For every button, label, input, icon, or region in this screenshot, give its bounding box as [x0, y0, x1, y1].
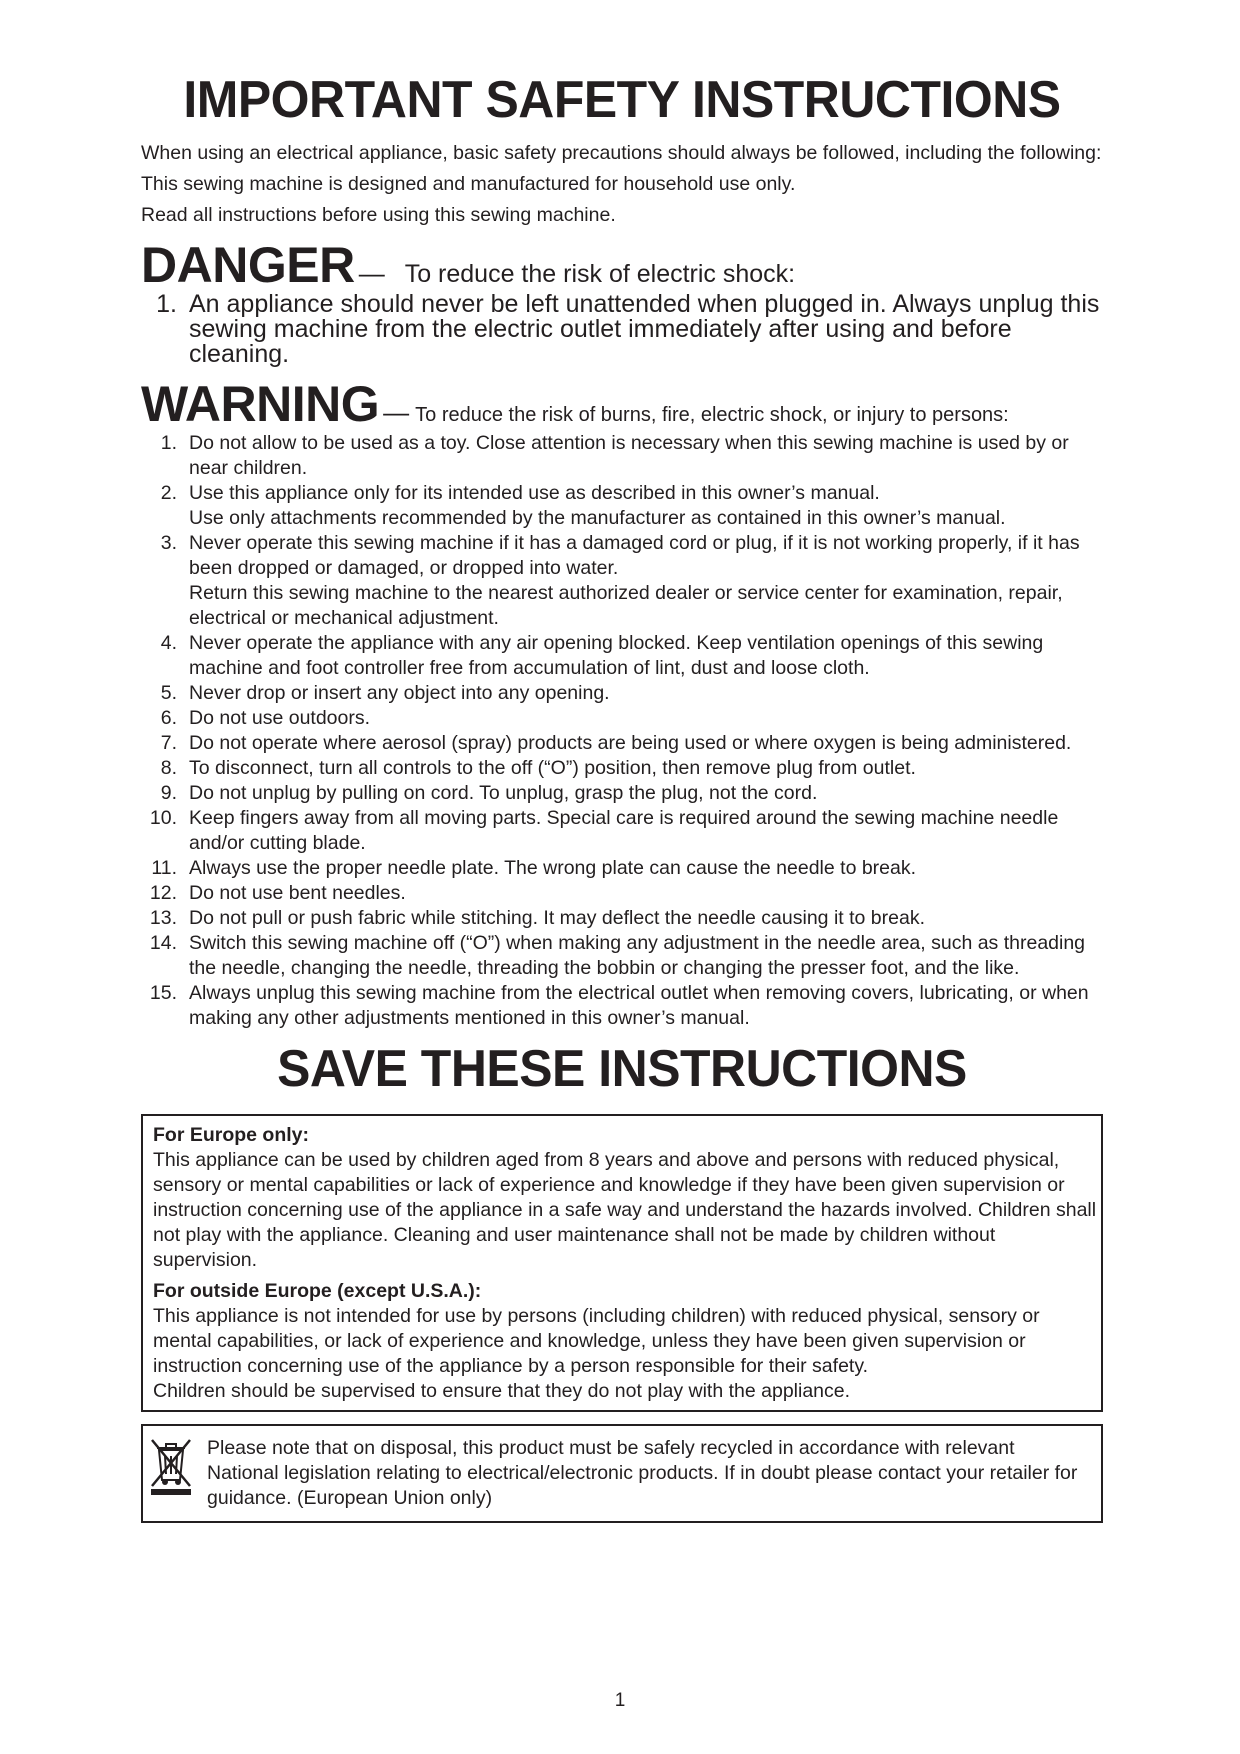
item-text [189, 981, 1103, 1031]
item-text [189, 481, 1006, 531]
warning-heading: WARNING [141, 376, 380, 433]
list-item [141, 806, 1103, 856]
list-item [141, 856, 1103, 881]
outside-europe-text: Children should be supervised to ensure that they do not play with the appliance. [153, 1380, 851, 1403]
item-number: 1. [160, 432, 177, 455]
item-number: 13. [149, 907, 177, 930]
list-item [141, 931, 1103, 981]
list-item [141, 292, 1103, 367]
item-text [189, 531, 1103, 631]
intro-paragraph: This sewing machine is designed and manufactured for household use only. [141, 173, 796, 196]
list-item [141, 731, 1103, 756]
item-line: Never drop or insert any object into any opening. [189, 682, 610, 705]
item-text [189, 781, 817, 806]
list-item [141, 706, 1103, 731]
list-item [141, 681, 1103, 706]
list-item [141, 631, 1103, 681]
list-item [141, 981, 1103, 1031]
list-item [141, 906, 1103, 931]
intro-paragraph: When using an electrical appliance, basic safety precautions should always be followed, including the following: [141, 142, 1102, 165]
item-line: Return this sewing machine to the nearest authorized dealer or service center for examination, repair, electrical or mechanical adjustment. [189, 582, 1063, 630]
item-number: 15. [149, 982, 177, 1005]
intro-paragraph: Read all instructions before using this sewing machine. [141, 204, 616, 227]
outside-europe-heading: For outside Europe (except U.S.A.): [153, 1280, 482, 1303]
intro [141, 141, 1103, 228]
item-line: Always use the proper needle plate. The wrong plate can cause the needle to break. [189, 857, 917, 880]
item-text [189, 431, 1103, 481]
europe-notice-box [141, 1114, 1103, 1412]
page [141, 72, 1103, 1523]
warning-dash: — [383, 397, 410, 428]
europe-text: This appliance can be used by children aged from 8 years and above and persons with reduced physical, sensory or mental capabilities or lack of experience and knowledge if they have been given supervision or instruction concerning use of the appliance in a safe way and understand the hazards involved. Children shall not play with the appliance. Cleaning and user maintenance shall not be made by children without supervision. [153, 1149, 1097, 1272]
danger-heading-row [141, 237, 1103, 294]
item-text [189, 631, 1103, 681]
item-line: Keep fingers away from all moving parts. Special care is required around the sewing machine needle and/or cutting blade. [189, 807, 1059, 855]
item-line: Do not pull or push fabric while stitching. It may deflect the needle causing it to break. [189, 907, 925, 930]
danger-heading: DANGER [141, 237, 355, 294]
item-line: Do not operate where aerosol (spray) products are being used or where oxygen is being administered. [189, 732, 1072, 755]
list-item [141, 481, 1103, 531]
item-line: Do not unplug by pulling on cord. To unplug, grasp the plug, not the cord. [189, 782, 818, 805]
danger-dash: — [358, 258, 385, 289]
item-text [189, 731, 1071, 756]
item-text [189, 906, 925, 931]
disposal-notice-box [141, 1424, 1103, 1523]
item-line: Use this appliance only for its intended use as described in this owner’s manual. [189, 482, 880, 505]
item-number: 12. [149, 882, 177, 905]
item-line: Use only attachments recommended by the manufacturer as contained in this owner’s manual. [189, 507, 1006, 530]
item-line: Do not use bent needles. [189, 882, 406, 905]
item-number: 14. [149, 932, 177, 955]
item-number: 5. [160, 682, 177, 705]
item-text: An appliance should never be left unattended when plugged in. Always unplug this sewing machine from the electric outlet immediately after using and before cleaning. [189, 290, 1100, 369]
item-number: 7. [160, 732, 177, 755]
item-number: 10. [149, 807, 177, 830]
item-text [189, 681, 610, 706]
list-item [141, 431, 1103, 481]
item-number: 9. [160, 782, 177, 805]
list-item [141, 756, 1103, 781]
item-number: 1. [156, 290, 177, 319]
item-text [189, 756, 916, 781]
item-text [189, 706, 370, 731]
list-item [141, 531, 1103, 631]
item-text [189, 856, 916, 881]
item-text [189, 931, 1103, 981]
item-number: 8. [160, 757, 177, 780]
item-line: Always unplug this sewing machine from the electrical outlet when removing covers, lubricating, or when making any other adjustments mentioned in this owner’s manual. [189, 982, 1089, 1030]
danger-list [141, 292, 1103, 367]
item-number: 3. [160, 532, 177, 555]
item-text [189, 806, 1103, 856]
disposal-text: Please note that on disposal, this product must be safely recycled in accordance with relevant National legislation relating to electrical/electronic products. If in doubt please contact your retailer for guidance. (European Union only) [207, 1437, 1078, 1510]
item-number: 11. [151, 857, 177, 880]
item-number: 4. [160, 632, 177, 655]
list-item [141, 781, 1103, 806]
warning-heading-row [141, 376, 1103, 433]
item-line: To disconnect, turn all controls to the off (“O”) position, then remove plug from outlet. [189, 757, 916, 780]
outside-europe-text: This appliance is not intended for use by persons (including children) with reduced physical, sensory or mental capabilities, or lack of experience and knowledge, unless they have been given supervision or instruction concerning use of the appliance by a person responsible for their safety. [153, 1305, 1040, 1378]
warning-note: To reduce the risk of burns, fire, electric shock, or injury to persons: [415, 404, 1009, 427]
item-text [189, 881, 406, 906]
item-line: Never operate this sewing machine if it has a damaged cord or plug, if it is not working properly, if it has been dropped or damaged, or dropped into water. [189, 532, 1080, 580]
list-item [141, 881, 1103, 906]
danger-note: To reduce the risk of electric shock: [404, 260, 796, 289]
warning-list [141, 431, 1103, 1031]
page-title: IMPORTANT SAFETY INSTRUCTIONS [183, 71, 1061, 129]
item-line: Do not use outdoors. [189, 707, 371, 730]
item-line: Never operate the appliance with any air opening blocked. Keep ventilation openings of this sewing machine and foot controller free from accumulation of lint, dust and loose cloth. [189, 632, 1044, 680]
item-line: Switch this sewing machine off (“O”) when making any adjustment in the needle area, such as threading the needle, changing the needle, threading the bobbin or changing the presser foot, and the like. [189, 932, 1086, 980]
weee-crossed-bin-icon [149, 1436, 195, 1511]
page-number: 1 [614, 1690, 626, 1711]
item-number: 6. [160, 707, 177, 730]
save-instructions-title: SAVE THESE INSTRUCTIONS [277, 1040, 967, 1099]
europe-heading: For Europe only: [153, 1124, 309, 1147]
item-number: 2. [160, 482, 177, 505]
item-line: Do not allow to be used as a toy. Close attention is necessary when this sewing machine is used by or near children. [189, 432, 1069, 480]
